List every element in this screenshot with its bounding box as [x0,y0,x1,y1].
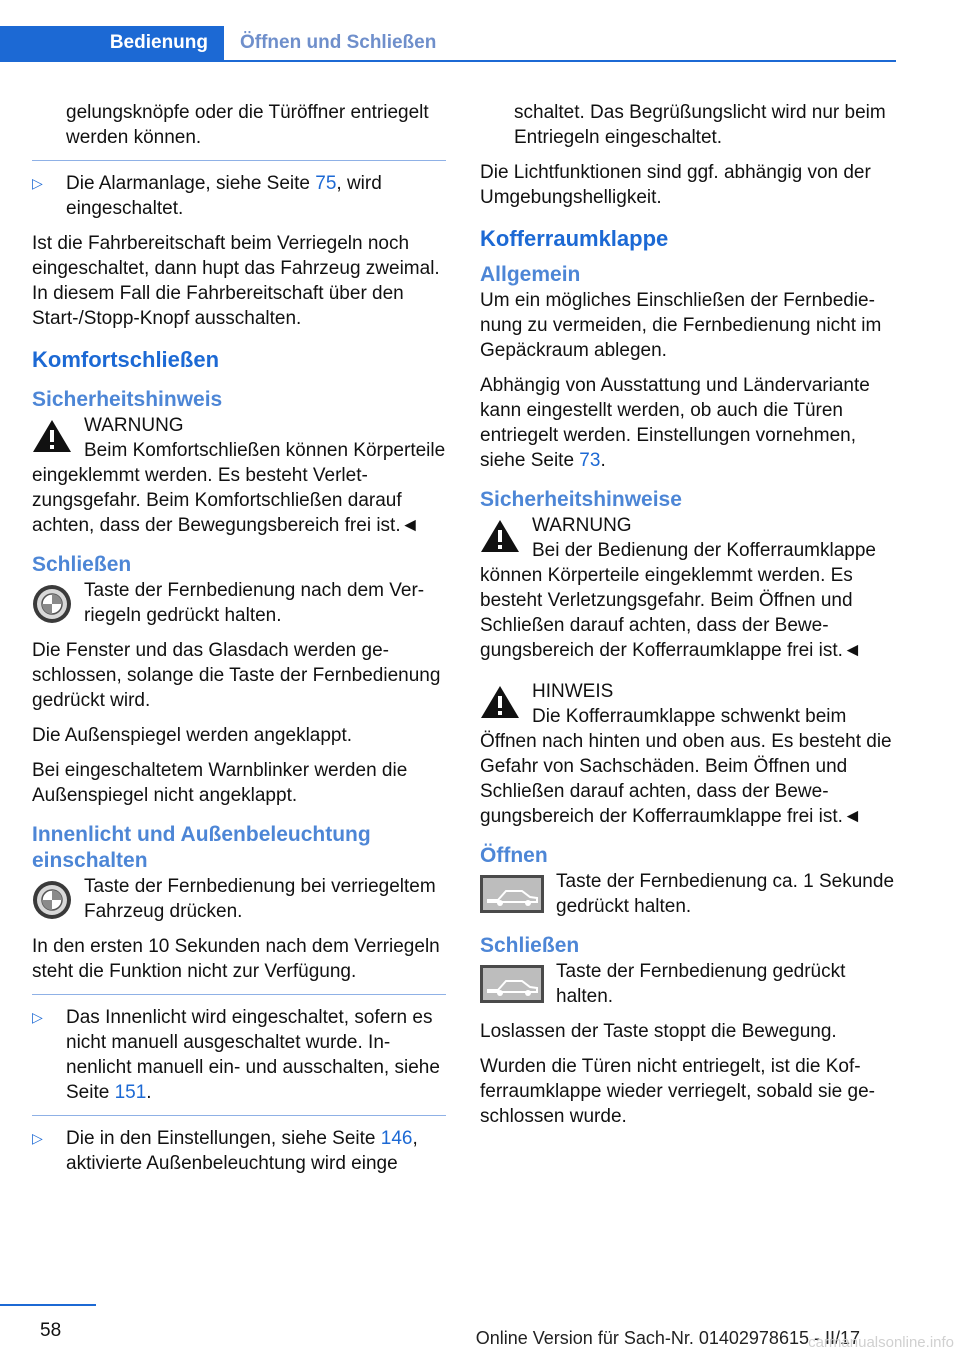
paragraph: In den ersten 10 Sekunden nach dem Verriegeln steht die Funktion nicht zur Verfügung. [32,936,440,982]
remote-key-lock-icon [32,584,72,624]
footer-rule [0,1304,96,1306]
subheading-innenlicht: Innenlicht und Außenbeleuchtung einschalten [32,823,371,872]
warning-text: Bei der Bedienung der Kofferraumklappe können Körperteile eingeklemmt werden. Es besteht Verletzungsgefahr. Beim Öffnen und Schließen darauf achten, dass der Bewegungsbereich der Kofferraumklappe frei ist.◄ [480,540,876,661]
key-instruction [32,874,446,924]
watermark: carmanualsonline.info [808,1334,954,1351]
trunk-instruction [480,959,896,1009]
left-column [32,100,446,1186]
paragraph: Abhängig von Ausstattung und Ländervariante kann eingestellt werden, ob auch die Türen entriegelt werden. Einstellungen vornehmen, siehe Seite 73. [480,375,870,471]
remote-trunk-button-icon [480,965,544,1003]
instruction-text: Taste der Fernbedienung nach dem Verriegeln gedrückt halten. [84,580,425,626]
warning-title: WARNUNG [532,515,632,536]
page-link[interactable]: 75 [315,173,337,194]
paragraph: Ist die Fahrbereitschaft beim Verriegeln noch eingeschaltet, dann hupt das Fahrzeug zweimal. In diesem Fall die Fahrbereitschaft über den Start-/Stopp-Knopf ausschalten. [32,233,440,329]
remote-trunk-button-icon [480,875,544,913]
instruction-text: Taste der Fernbedienung bei verriegeltem Fahrzeug drücken. [84,876,436,922]
remote-key-lock-icon [32,880,72,920]
bullet-separator [32,160,446,161]
page-number: 58 [40,1320,62,1341]
warning-text: Beim Komfortschließen können Körperteile eingeklemmt werden. Es besteht Verletzungsgefahr. Beim Komfortschließen darauf achten, dass der Bewegungsbereich frei ist.◄ [32,440,446,536]
paragraph: Wurden die Türen nicht entriegelt, ist die Kofferraumklappe wieder verriegelt, sobald sie geschlossen wurde. [480,1056,875,1127]
list-item: ▷ Die Alarmanlage, siehe Seite 75, wird eingeschaltet. [32,173,382,219]
warning-block [32,413,446,538]
notice-title: HINWEIS [532,681,614,702]
subheading-sicherheitshinweis: Sicherheitshinweis [32,388,223,411]
bullet-continuation: gelungsknöpfe oder die Türöffner entriegelt werden können. [66,102,429,148]
subheading-allgemein: Allgemein [480,263,581,286]
subheading-schliessen: Schließen [32,553,132,576]
right-column [480,100,896,1139]
page-link[interactable]: 151 [114,1082,147,1103]
trunk-instruction [480,869,896,919]
list-item: ▷ Die in den Einstellungen, siehe Seite 146, aktivierte Außenbeleuchtung wird einge [32,1128,418,1174]
paragraph: Loslassen der Taste stoppt die Bewegung. [480,1021,837,1042]
chapter-tab: Bedienung [0,26,224,62]
notice-text: Die Kofferraumklappe schwenkt beim Öffnen nach hinten und oben aus. Es besteht die Gefahr von Sachschäden. Beim Öffnen und Schließen darauf achten, dass der Bewegungsbereich der Kofferraumklappe frei ist.◄ [480,706,892,827]
bullet-separator [32,994,446,995]
bullet-triangle-icon: ▷ [32,1009,43,1025]
online-version-note: Online Version für Sach-Nr. 01402978615 - II/17 [475,1328,860,1348]
notice-triangle-icon [480,685,520,719]
section-tab: Öffnen und Schließen [240,32,437,53]
bullet-triangle-icon: ▷ [32,1130,43,1146]
warning-triangle-icon [32,419,72,453]
paragraph: Die Außenspiegel werden angeklappt. [32,725,353,746]
page-link[interactable]: 146 [380,1128,413,1149]
subheading-oeffnen: Öffnen [480,844,548,867]
list-item: ▷ Das Innenlicht wird eingeschaltet, sofern es nicht manuell ausgeschaltet wurde. Innenlicht manuell ein- und ausschalten, siehe Seite 151. [32,1007,440,1103]
paragraph: Die Fenster und das Glasdach werden geschlossen, solange die Taste der Fernbedienung gedrückt wird. [32,640,441,711]
page-link[interactable]: 73 [579,450,601,471]
warning-block [480,513,896,663]
subheading-schliessen: Schließen [480,934,580,957]
paragraph: Um ein mögliches Einschließen der Fernbedienung zu vermeiden, die Fernbedienung nicht im Gepäckraum ablegen. [480,290,882,361]
subheading-sicherheitshinweise: Sicherheitshinweise [480,488,682,511]
warning-title: WARNUNG [84,415,184,436]
section-heading-kofferraumklappe: Kofferraumklappe [480,226,669,251]
instruction-text: Taste der Fernbedienung ca. 1 Sekunde gedrückt halten. [556,871,895,917]
paragraph: Die Lichtfunktionen sind ggf. abhängig von der Umgebungshelligkeit. [480,162,871,208]
bullet-triangle-icon: ▷ [32,175,43,191]
notice-block [480,679,896,829]
instruction-text: Taste der Fernbedienung gedrückt halten. [556,961,846,1007]
warning-triangle-icon [480,519,520,553]
bullet-separator [32,1115,446,1116]
section-heading-komfortschliessen: Komfortschließen [32,347,220,372]
bullet-continuation: schaltet. Das Begrüßungslicht wird nur beim Entriegeln eingeschaltet. [514,102,886,148]
paragraph: Bei eingeschaltetem Warnblinker werden die Außenspiegel nicht angeklappt. [32,760,408,806]
key-instruction [32,578,446,628]
header-rule [0,60,896,62]
page-header [0,26,896,62]
